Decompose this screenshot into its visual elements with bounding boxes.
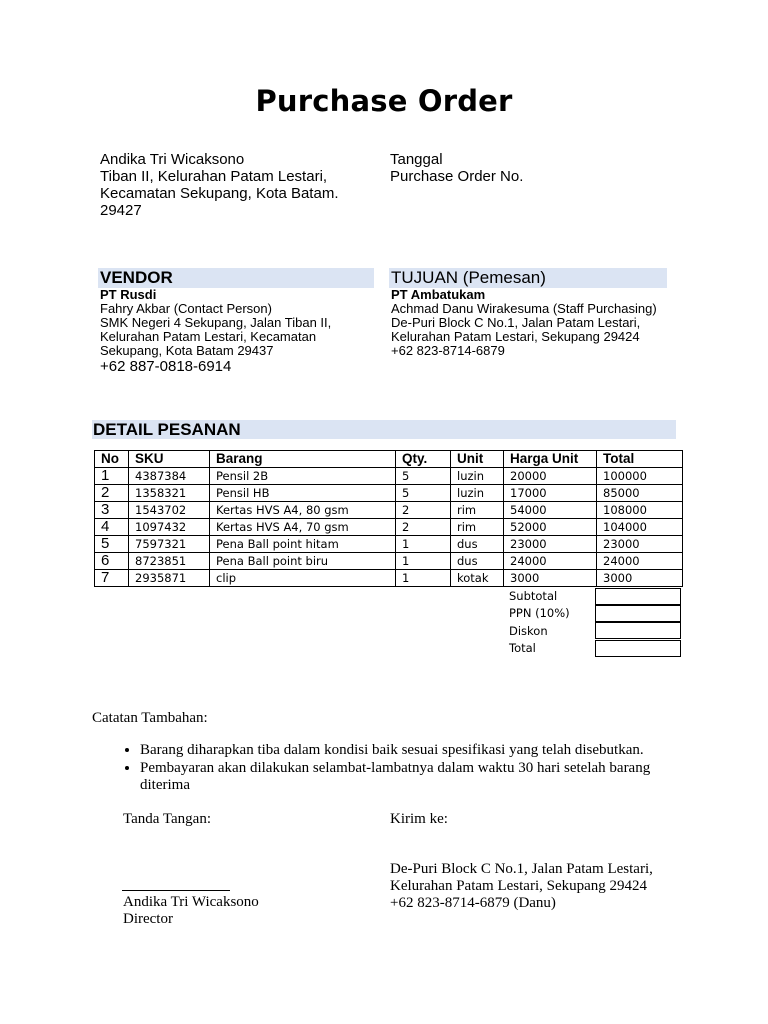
- row-qty: 1: [396, 553, 451, 570]
- sender-address-line: Tiban II, Kelurahan Patam Lestari,: [100, 168, 328, 185]
- row-unit-price: 3000: [504, 570, 597, 587]
- destination-contact: Achmad Danu Wirakesuma (Staff Purchasing): [391, 301, 657, 316]
- ship-to-phone: +62 823-8714-6879 (Danu): [390, 895, 556, 911]
- row-item: clip: [210, 570, 396, 587]
- row-item: Kertas HVS A4, 70 gsm: [210, 519, 396, 536]
- row-number: 5: [95, 536, 129, 553]
- table-row: [95, 485, 683, 502]
- sender-address: [100, 151, 338, 219]
- column-header-unit: Unit: [451, 451, 504, 468]
- destination-address-line: Kelurahan Patam Lestari, Sekupang 29424: [391, 329, 640, 344]
- ship-to-line: Kelurahan Patam Lestari, Sekupang 29424: [390, 878, 648, 894]
- row-total: 85000: [597, 485, 683, 502]
- row-unit: rim: [451, 519, 504, 536]
- row-sku: 7597321: [129, 536, 210, 553]
- table-row: [95, 570, 683, 587]
- row-total: 3000: [597, 570, 683, 587]
- row-number: 2: [95, 485, 129, 502]
- signature-line: [122, 890, 230, 891]
- row-qty: 2: [396, 502, 451, 519]
- note-item: • Barang diharapkan tiba dalam kondisi baik sesuai spesifikasi yang telah disebutkan.: [140, 742, 700, 759]
- destination-address-line: De-Puri Block C No.1, Jalan Patam Lestari,: [391, 315, 641, 330]
- row-item: Pena Ball point hitam: [210, 536, 396, 553]
- row-unit-price: 17000: [504, 485, 597, 502]
- row-number: 3: [95, 502, 129, 519]
- row-unit-price: 20000: [504, 468, 597, 485]
- signer-block: [123, 894, 259, 928]
- row-unit-price: 52000: [504, 519, 597, 536]
- signature-label: Tanda Tangan:: [123, 811, 212, 827]
- ppn-value-cell: [595, 605, 681, 622]
- items-table: [94, 450, 683, 587]
- row-unit: luzin: [451, 468, 504, 485]
- ship-to-label: Kirim ke:: [390, 811, 448, 827]
- row-qty: 2: [396, 519, 451, 536]
- row-sku: 1543702: [129, 502, 210, 519]
- row-qty: 1: [396, 536, 451, 553]
- date-label: Tanggal: [390, 151, 443, 168]
- row-total: 108000: [597, 502, 683, 519]
- row-unit: kotak: [451, 570, 504, 587]
- row-unit: dus: [451, 553, 504, 570]
- row-total: 24000: [597, 553, 683, 570]
- row-number: 1: [95, 468, 129, 485]
- vendor-block: [100, 288, 331, 375]
- row-total: 23000: [597, 536, 683, 553]
- subtotal-label: Subtotal: [509, 589, 558, 603]
- table-row: [95, 553, 683, 570]
- table-row: [95, 502, 683, 519]
- ship-to-line: De-Puri Block C No.1, Jalan Patam Lestari,: [390, 861, 653, 877]
- row-total: 104000: [597, 519, 683, 536]
- signer-name: Andika Tri Wicaksono: [123, 894, 259, 910]
- vendor-address-line: Kelurahan Patam Lestari, Kecamatan: [100, 329, 317, 344]
- column-header-barang: Barang: [210, 451, 396, 468]
- row-total: 100000: [597, 468, 683, 485]
- detail-heading: DETAIL PESANAN: [92, 420, 676, 439]
- destination-heading: TUJUAN (Pemesan): [389, 268, 667, 288]
- table-row: [95, 536, 683, 553]
- row-unit: luzin: [451, 485, 504, 502]
- row-unit-price: 54000: [504, 502, 597, 519]
- note-item: • Pembayaran akan dilakukan selambat-lambatnya dalam waktu 30 hari setelah barang diterima: [140, 760, 700, 794]
- column-header-qty: Qty.: [396, 451, 451, 468]
- row-qty: 5: [396, 485, 451, 502]
- row-sku: 8723851: [129, 553, 210, 570]
- page-title: Purchase Order: [255, 84, 513, 118]
- sender-name: Andika Tri Wicaksono: [100, 151, 245, 168]
- po-meta: [390, 151, 523, 185]
- row-sku: 1358321: [129, 485, 210, 502]
- row-sku: 4387384: [129, 468, 210, 485]
- total-value-cell: [595, 640, 681, 657]
- row-unit: dus: [451, 536, 504, 553]
- row-qty: 1: [396, 570, 451, 587]
- row-item: Pensil 2B: [210, 468, 396, 485]
- row-qty: 5: [396, 468, 451, 485]
- row-number: 7: [95, 570, 129, 587]
- column-header-no: No: [95, 451, 129, 468]
- row-sku: 2935871: [129, 570, 210, 587]
- table-row: [95, 519, 683, 536]
- table-row: [95, 468, 683, 485]
- destination-block: [391, 288, 657, 358]
- destination-phone: +62 823-8714-6879: [391, 343, 505, 358]
- vendor-phone: +62 887-0818-6914: [100, 358, 232, 375]
- destination-name: PT Ambatukam: [391, 287, 486, 302]
- row-sku: 1097432: [129, 519, 210, 536]
- subtotal-value-cell: [595, 588, 681, 605]
- column-header-sku: SKU: [129, 451, 210, 468]
- notes-label: Catatan Tambahan:: [92, 710, 208, 726]
- discount-value-cell: [595, 622, 681, 639]
- discount-label: Diskon: [509, 624, 548, 638]
- vendor-address-line: Sekupang, Kota Batam 29437: [100, 343, 274, 358]
- vendor-name: PT Rusdi: [100, 287, 157, 302]
- row-unit: rim: [451, 502, 504, 519]
- row-number: 6: [95, 553, 129, 570]
- notes-list: [116, 742, 700, 795]
- table-header-row: [95, 451, 683, 468]
- vendor-heading: VENDOR: [98, 268, 374, 288]
- ppn-label: PPN (10%): [509, 606, 570, 620]
- row-number: 4: [95, 519, 129, 536]
- total-label: Total: [509, 641, 536, 655]
- ship-to-address: [390, 861, 653, 912]
- row-item: Kertas HVS A4, 80 gsm: [210, 502, 396, 519]
- sender-postcode: 29427: [100, 202, 142, 219]
- sender-address-line: Kecamatan Sekupang, Kota Batam.: [100, 185, 339, 202]
- row-unit-price: 23000: [504, 536, 597, 553]
- row-unit-price: 24000: [504, 553, 597, 570]
- po-number-label: Purchase Order No.: [390, 168, 524, 185]
- vendor-contact: Fahry Akbar (Contact Person): [100, 301, 272, 316]
- row-item: Pena Ball point biru: [210, 553, 396, 570]
- column-header-total: Total: [597, 451, 683, 468]
- column-header-harga-unit: Harga Unit: [504, 451, 597, 468]
- signer-role: Director: [123, 911, 173, 927]
- vendor-address-line: SMK Negeri 4 Sekupang, Jalan Tiban II,: [100, 315, 332, 330]
- row-item: Pensil HB: [210, 485, 396, 502]
